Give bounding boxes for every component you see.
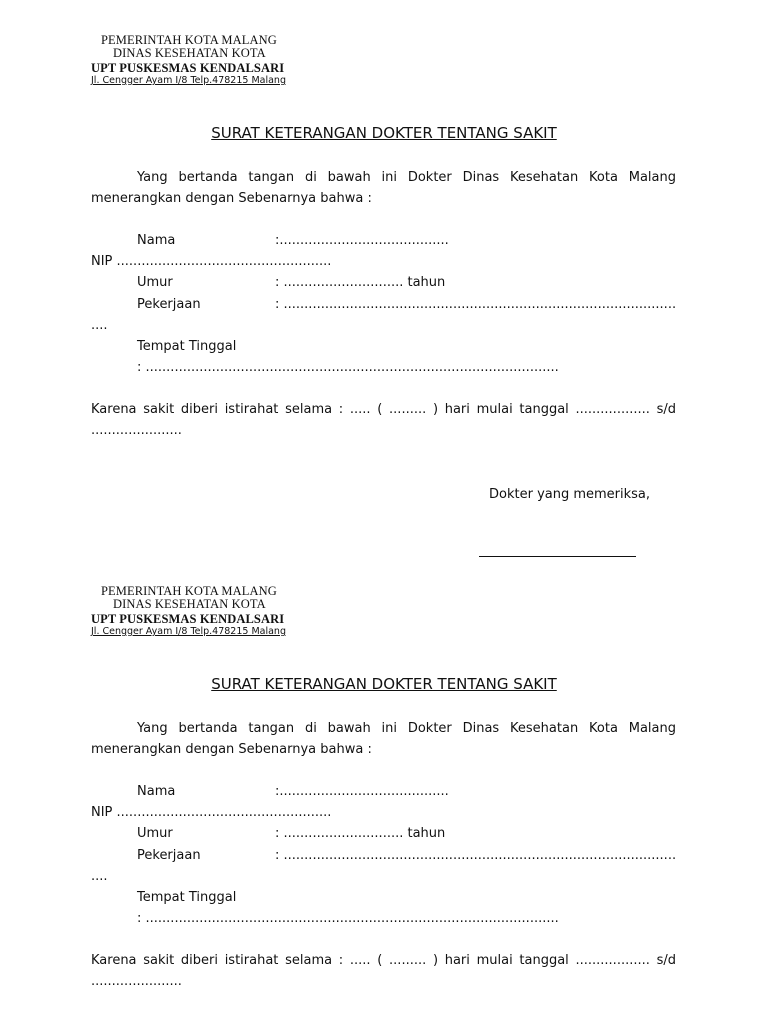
signature-line: [479, 556, 636, 557]
field-label-pekerjaan: Pekerjaan: [137, 848, 201, 863]
header-government: PEMERINTAH KOTA MALANG: [101, 33, 277, 47]
field-value-umur: : ............................. tahun: [275, 826, 446, 841]
field-nip: NIP ....................................................: [91, 254, 332, 269]
field-value-nama: :.........................................: [275, 233, 449, 248]
document-title: SURAT KETERANGAN DOKTER TENTANG SAKIT: [211, 124, 557, 142]
field-value-umur: : ............................. tahun: [275, 275, 446, 290]
header-agency: DINAS KESEHATAN KOTA: [113, 46, 266, 60]
intro-paragraph: Yang bertanda tangan di bawah ini Dokter Dinas Kesehatan Kota Malang menerangkan dengan Sebenarnya bahwa :: [91, 170, 676, 206]
field-nip: NIP ....................................................: [91, 805, 332, 820]
signature-caption: Dokter yang memeriksa,: [489, 487, 651, 502]
field-label-pekerjaan: Pekerjaan: [137, 297, 201, 312]
field-value-pekerjaan: : ...............................................................................................: [275, 297, 677, 312]
header-address: Jl. Cengger Ayam I/8 Telp.478215 Malang: [91, 626, 286, 637]
field-label-umur: Umur: [137, 275, 173, 290]
rest-period-paragraph: Karena sakit diberi istirahat selama : ..... ( ......... ) hari mulai tanggal .................. s/d ......................: [91, 953, 676, 989]
field-label-tempat-tinggal: Tempat Tinggal: [137, 890, 237, 905]
header-clinic: UPT PUSKESMAS KENDALSARI: [91, 612, 285, 626]
field-label-umur: Umur: [137, 826, 173, 841]
rest-period-paragraph: Karena sakit diberi istirahat selama : ..... ( ......... ) hari mulai tanggal .................. s/d ......................: [91, 402, 676, 438]
header-address: Jl. Cengger Ayam I/8 Telp.478215 Malang: [91, 75, 286, 86]
intro-paragraph: Yang bertanda tangan di bawah ini Dokter Dinas Kesehatan Kota Malang menerangkan dengan Sebenarnya bahwa :: [91, 721, 676, 757]
field-pekerjaan-continuation: ....: [91, 869, 108, 884]
field-label-tempat-tinggal: Tempat Tinggal: [137, 339, 237, 354]
field-value-nama: :.........................................: [275, 784, 449, 799]
field-value-pekerjaan: : ...............................................................................................: [275, 848, 677, 863]
field-value-tempat-tinggal: : ....................................................................................................: [137, 911, 559, 926]
header-agency: DINAS KESEHATAN KOTA: [113, 597, 266, 611]
field-label-nama: Nama: [137, 784, 176, 799]
header-clinic: UPT PUSKESMAS KENDALSARI: [91, 61, 285, 75]
document-title: SURAT KETERANGAN DOKTER TENTANG SAKIT: [211, 675, 557, 693]
field-label-nama: Nama: [137, 233, 176, 248]
field-pekerjaan-continuation: ....: [91, 318, 108, 333]
field-value-tempat-tinggal: : ....................................................................................................: [137, 360, 559, 375]
header-government: PEMERINTAH KOTA MALANG: [101, 584, 277, 598]
